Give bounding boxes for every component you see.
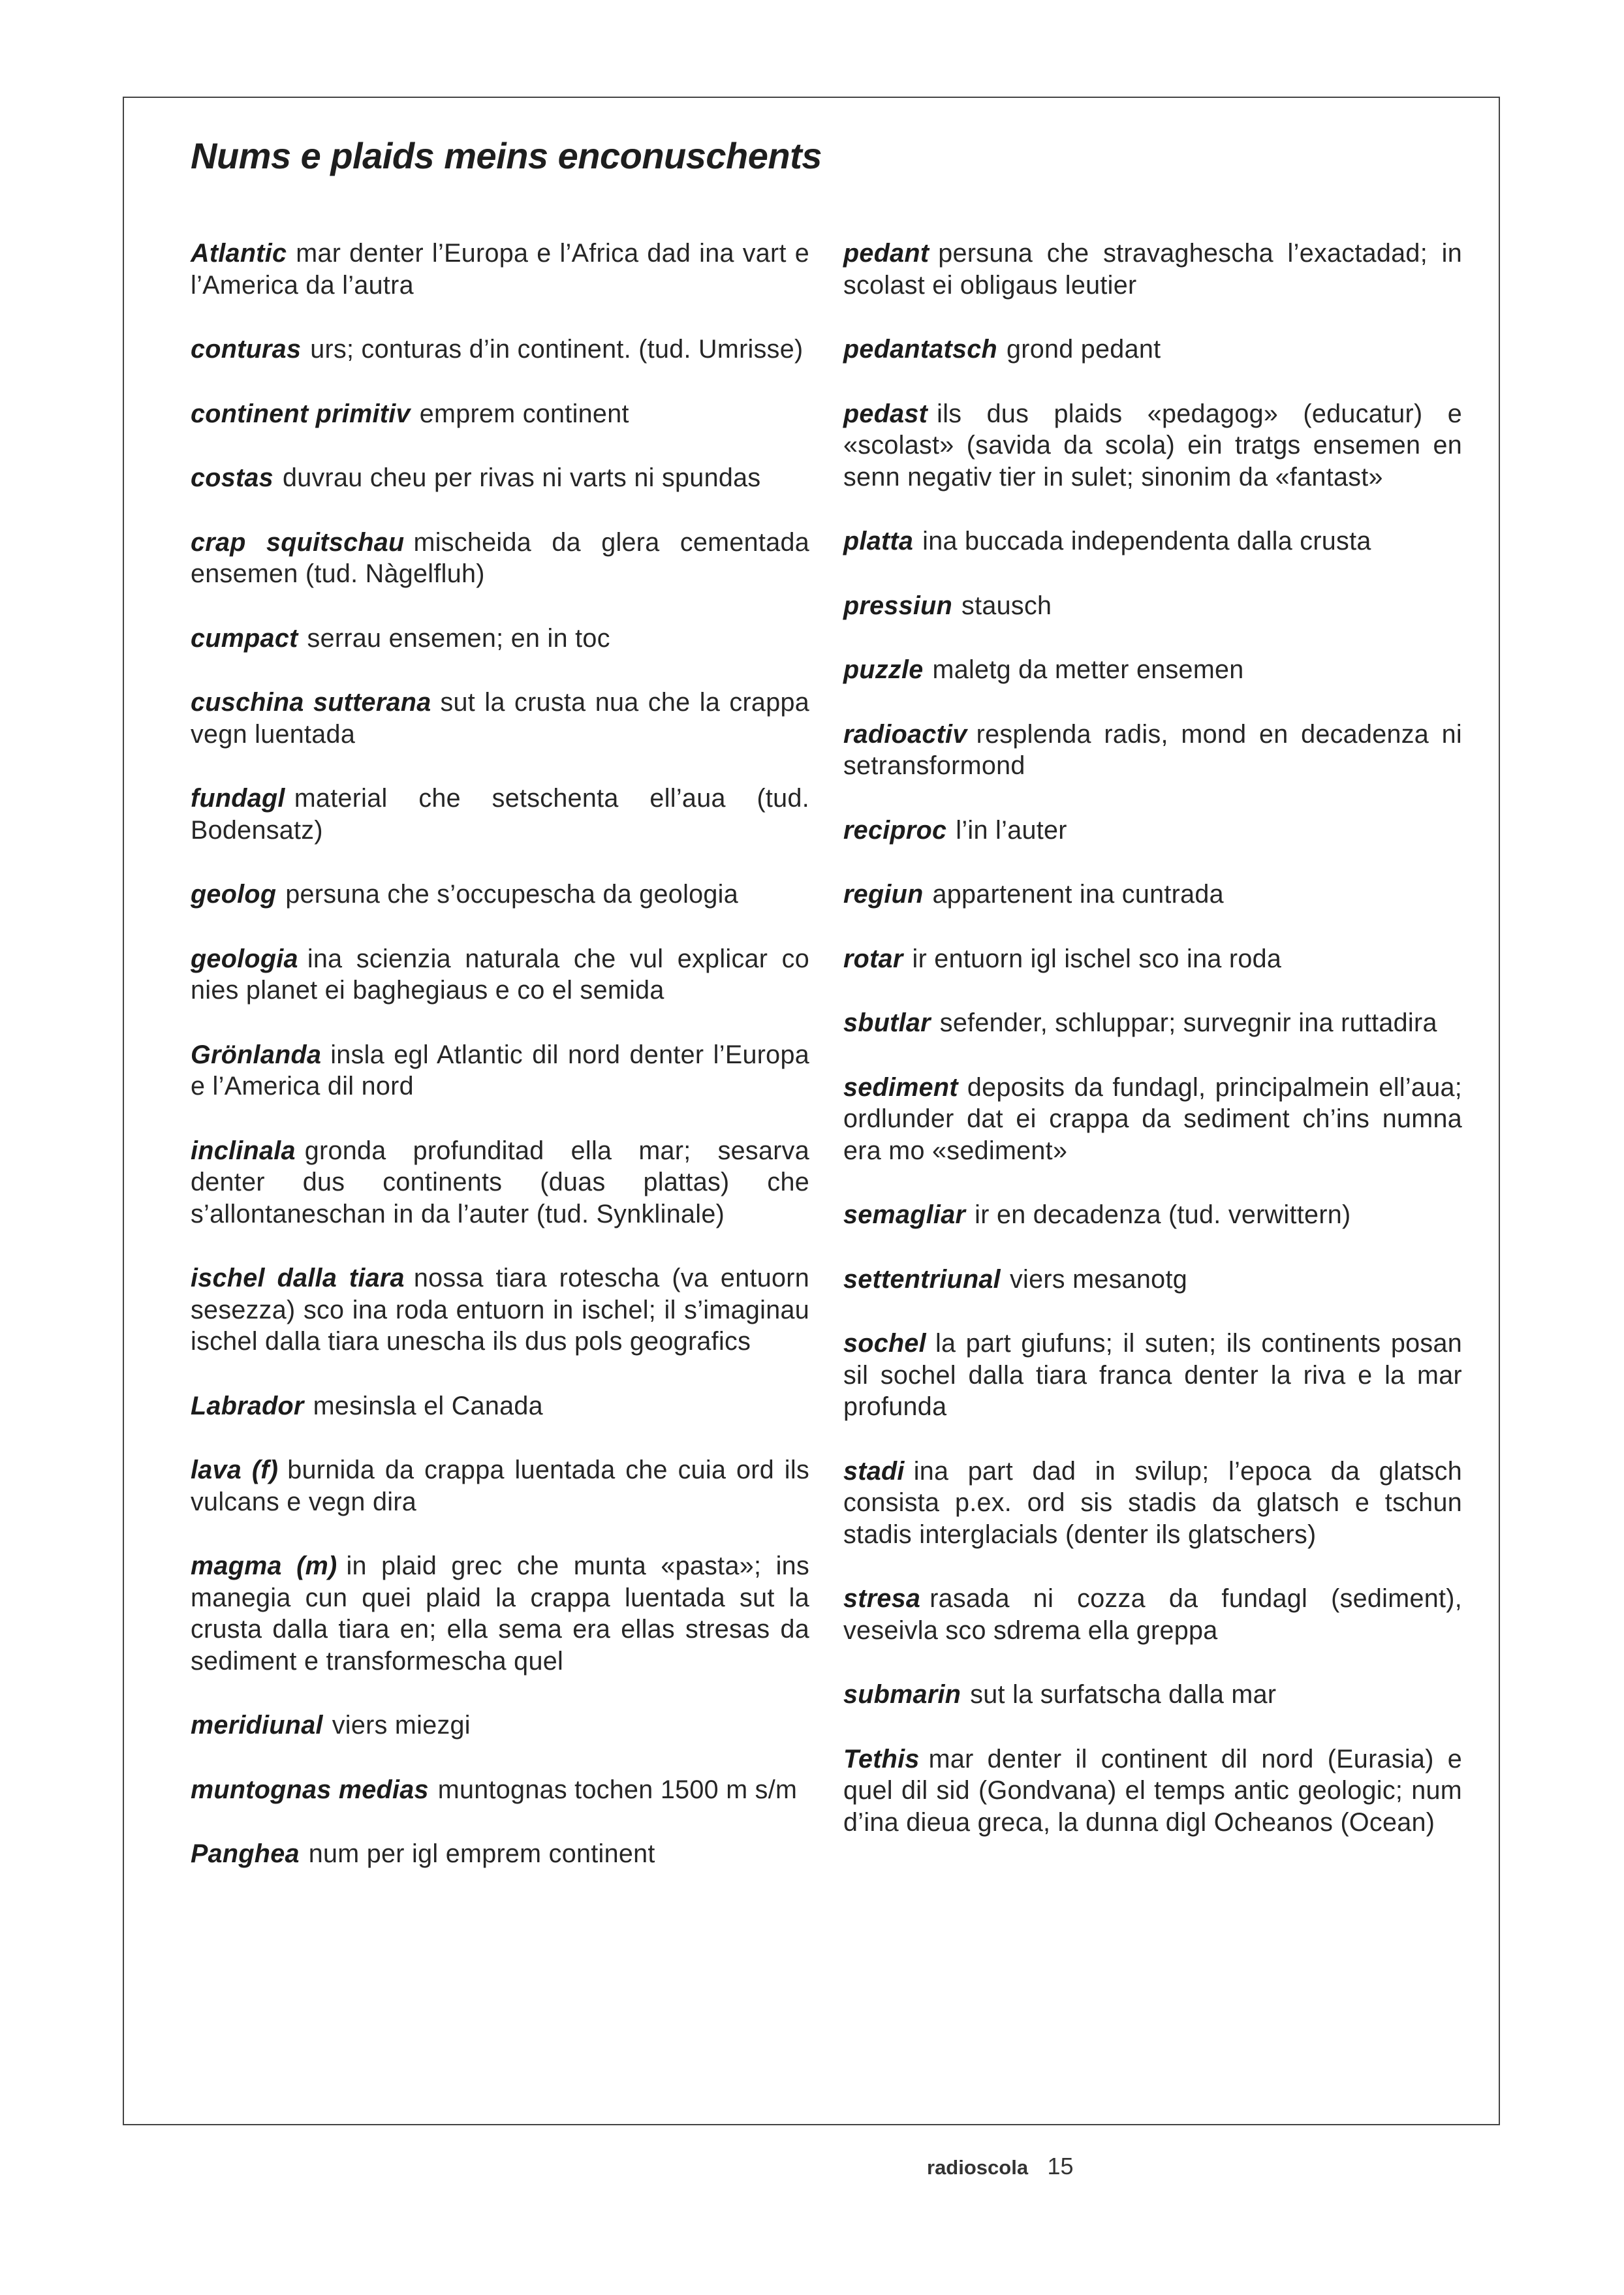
glossary-definition: muntognas tochen 1500 m s/m xyxy=(437,1775,798,1804)
glossary-term: magma (m) xyxy=(191,1552,337,1580)
glossary-definition: l’in l’auter xyxy=(956,815,1067,845)
glossary-term: sediment xyxy=(843,1072,958,1102)
glossary-entry xyxy=(191,1838,809,1870)
glossary-definition: num per igl emprem continent xyxy=(308,1839,655,1868)
glossary-term: pedast xyxy=(843,399,928,428)
glossary-definition: deposits da fundagl, principalmein ell’aua; ordlunder dat ei crappa da sediment ch’ins numna era mo «sediment» xyxy=(843,1072,1462,1165)
glossary-term: lava (f) xyxy=(191,1456,279,1484)
glossary-entry xyxy=(191,1039,809,1102)
glossary-definition: nossa tiara rotescha (va entuorn sesezza) sco ina roda entuorn in ischel; il s’imaginau ischel dalla tiara unescha ils dus pols geografics xyxy=(191,1264,809,1356)
glossary-entry xyxy=(191,462,809,494)
glossary-term: submarin xyxy=(843,1680,961,1709)
glossary-entry xyxy=(843,943,1462,975)
glossary-term: stresa xyxy=(843,1584,921,1613)
glossary-definition: ina scienzia naturala che vul explicar co nies planet ei baghegiaus e co el semida xyxy=(191,944,809,1005)
glossary-entry xyxy=(843,1328,1462,1423)
glossary-entry xyxy=(843,1583,1462,1646)
glossary-entry xyxy=(191,623,809,655)
glossary-definition: insla egl Atlantic dil nord denter l’Europa e l’America dil nord xyxy=(191,1040,809,1101)
glossary-entry xyxy=(843,334,1462,366)
glossary-term: platta xyxy=(843,527,914,555)
glossary-term: settentriunal xyxy=(843,1264,1001,1294)
glossary-definition: la part giufuns; il suten; ils continents posan sil sochel dalla tiara franca denter la riva e la mar profunda xyxy=(843,1329,1462,1421)
glossary-definition: burnida da crappa luentada che cuia ord ils vulcans e vegn dira xyxy=(191,1456,809,1516)
glossary-right-column xyxy=(843,238,1462,1871)
glossary-entry xyxy=(843,590,1462,622)
glossary-definition: grond pedant xyxy=(1006,335,1161,364)
glossary-definition: resplenda radis, mond en decadenza ni setransformond xyxy=(843,719,1462,780)
glossary-definition: viers mesanotg xyxy=(1009,1264,1187,1294)
glossary-entry xyxy=(191,1454,809,1518)
glossary-entry xyxy=(843,1007,1462,1039)
glossary-entry xyxy=(191,1135,809,1230)
glossary-term: ischel dalla tiara xyxy=(191,1264,405,1292)
glossary-term: continent primitiv xyxy=(191,399,411,428)
glossary-definition: gronda profunditad ella mar; sesarva denter dus continents (duas plattas) che s’allontaneschan in da l’auter (tud. Synklinale) xyxy=(191,1136,809,1228)
glossary-term: pedant xyxy=(843,239,929,268)
glossary-entry xyxy=(843,1456,1462,1551)
glossary-entry xyxy=(843,1743,1462,1839)
page-footer xyxy=(927,2153,1074,2180)
glossary-entry xyxy=(843,1072,1462,1167)
glossary-definition: serrau ensemen; en in toc xyxy=(307,623,610,653)
glossary-definition: mischeida da glera cementada ensemen (tud. Nàgelfluh) xyxy=(191,527,809,588)
glossary-definition: urs; conturas d’in continent. (tud. Umrisse) xyxy=(310,335,804,364)
glossary-definition: material che setschenta ell’aua (tud. Bodensatz) xyxy=(191,784,809,845)
glossary-entry xyxy=(191,687,809,750)
glossary-entry xyxy=(191,398,809,430)
glossary-term: pressiun xyxy=(843,591,953,620)
glossary-entry xyxy=(191,334,809,366)
glossary-term: Atlantic xyxy=(191,239,287,268)
glossary-definition: duvrau cheu per rivas ni varts ni spundas xyxy=(282,463,761,492)
glossary-entry xyxy=(843,879,1462,911)
publication-name: radioscola xyxy=(927,2156,1029,2179)
glossary-term: Panghea xyxy=(191,1839,300,1868)
glossary-term: fundagl xyxy=(191,784,285,813)
glossary-term: reciproc xyxy=(843,815,947,845)
glossary-term: muntognas medias xyxy=(191,1775,429,1804)
page-title: Nums e plaids meins enconuschents xyxy=(191,135,822,176)
glossary-term: sbutlar xyxy=(843,1008,931,1037)
glossary-entry xyxy=(191,238,809,301)
glossary-definition: ina buccada independenta dalla crusta xyxy=(922,527,1371,555)
glossary-entry xyxy=(843,815,1462,847)
glossary-definition: mesinsla el Canada xyxy=(313,1391,543,1420)
glossary-definition: emprem continent xyxy=(419,399,629,428)
glossary-definition: stausch xyxy=(961,591,1052,620)
glossary-term: Labrador xyxy=(191,1391,304,1420)
glossary-term: cuschina sutterana xyxy=(191,688,431,717)
glossary-definition: persuna che stravaghescha l’exactadad; in scolast ei obligaus leutier xyxy=(843,239,1462,300)
glossary-definition: ina part dad in svilup; l’epoca da glatsch consista p.ex. ord sis stadis da glatsch e tschun stadis interglacials (denter ils glatschers) xyxy=(843,1456,1462,1549)
glossary-entry xyxy=(191,1390,809,1422)
glossary-entry xyxy=(191,879,809,911)
glossary-entry xyxy=(843,1199,1462,1231)
glossary-term: costas xyxy=(191,463,273,492)
glossary-definition: mar denter l’Europa e l’Africa dad ina vart e l’America da l’autra xyxy=(191,239,809,300)
glossary-term: meridiunal xyxy=(191,1711,323,1740)
page-number: 15 xyxy=(1047,2153,1074,2179)
glossary-term: regiun xyxy=(843,880,924,909)
glossary-entry xyxy=(191,1774,809,1806)
glossary-definition: in plaid grec che munta «pasta»; ins manegia cun quei plaid la crappa luentada sut la crusta dalla tiara en; ella sema era ellas stresas da sediment e transformescha quel xyxy=(191,1552,809,1676)
glossary-term: Tethis xyxy=(843,1744,920,1773)
glossary-entry xyxy=(843,238,1462,301)
glossary-definition: appartenent ina cuntrada xyxy=(932,880,1224,909)
glossary-definition: maletg da metter ensemen xyxy=(932,655,1244,684)
glossary-term: geologia xyxy=(191,944,298,973)
glossary-entry xyxy=(843,1264,1462,1296)
glossary-entry xyxy=(843,1679,1462,1711)
glossary-term: geolog xyxy=(191,880,277,909)
glossary-definition: ir en decadenza (tud. verwittern) xyxy=(975,1200,1351,1229)
glossary-definition: ils dus plaids «pedagog» (educatur) e «scolast» (savida da scola) ein tratgs ensemen en senn negativ tier in sulet; sinonim da «fantast» xyxy=(843,399,1462,492)
glossary-entry xyxy=(191,783,809,846)
glossary-definition: rasada ni cozza da fundagl (sediment), veseivla sco sdrema ella greppa xyxy=(843,1584,1462,1645)
glossary-entry xyxy=(191,1710,809,1741)
glossary-term: inclinala xyxy=(191,1136,296,1165)
glossary-term: Grönlanda xyxy=(191,1040,322,1069)
glossary-definition: persuna che s’occupescha da geologia xyxy=(285,880,739,909)
glossary-entry xyxy=(191,1550,809,1677)
glossary-term: semagliar xyxy=(843,1200,966,1229)
glossary-entry xyxy=(843,719,1462,782)
glossary-entry xyxy=(191,943,809,1007)
glossary-term: radioactiv xyxy=(843,719,967,749)
glossary-term: sochel xyxy=(843,1329,926,1358)
glossary-left-column xyxy=(191,238,809,1903)
glossary-term: conturas xyxy=(191,335,302,364)
glossary-term: puzzle xyxy=(843,655,924,684)
glossary-entry xyxy=(191,1262,809,1358)
glossary-term: rotar xyxy=(843,944,903,973)
glossary-definition: mar denter il continent dil nord (Eurasia) e quel dil sid (Gondvana) el temps antic geologic; num d’ina dieua greca, la dunna digl Ocheanos (Ocean) xyxy=(843,1744,1462,1837)
glossary-entry xyxy=(843,398,1462,493)
glossary-definition: viers miezgi xyxy=(332,1711,471,1740)
glossary-entry xyxy=(191,527,809,590)
glossary-definition: sefender, schluppar; survegnir ina ruttadira xyxy=(939,1008,1437,1037)
glossary-term: stadi xyxy=(843,1456,905,1486)
glossary-entry xyxy=(843,654,1462,686)
glossary-term: pedantatsch xyxy=(843,335,997,364)
glossary-definition: ir entuorn igl ischel sco ina roda xyxy=(912,944,1282,973)
glossary-term: cumpact xyxy=(191,623,298,653)
glossary-definition: sut la crusta nua che la crappa vegn luentada xyxy=(191,688,809,749)
glossary-entry xyxy=(843,525,1462,557)
glossary-definition: sut la surfatscha dalla mar xyxy=(970,1680,1277,1709)
glossary-term: crap squitschau xyxy=(191,527,405,557)
